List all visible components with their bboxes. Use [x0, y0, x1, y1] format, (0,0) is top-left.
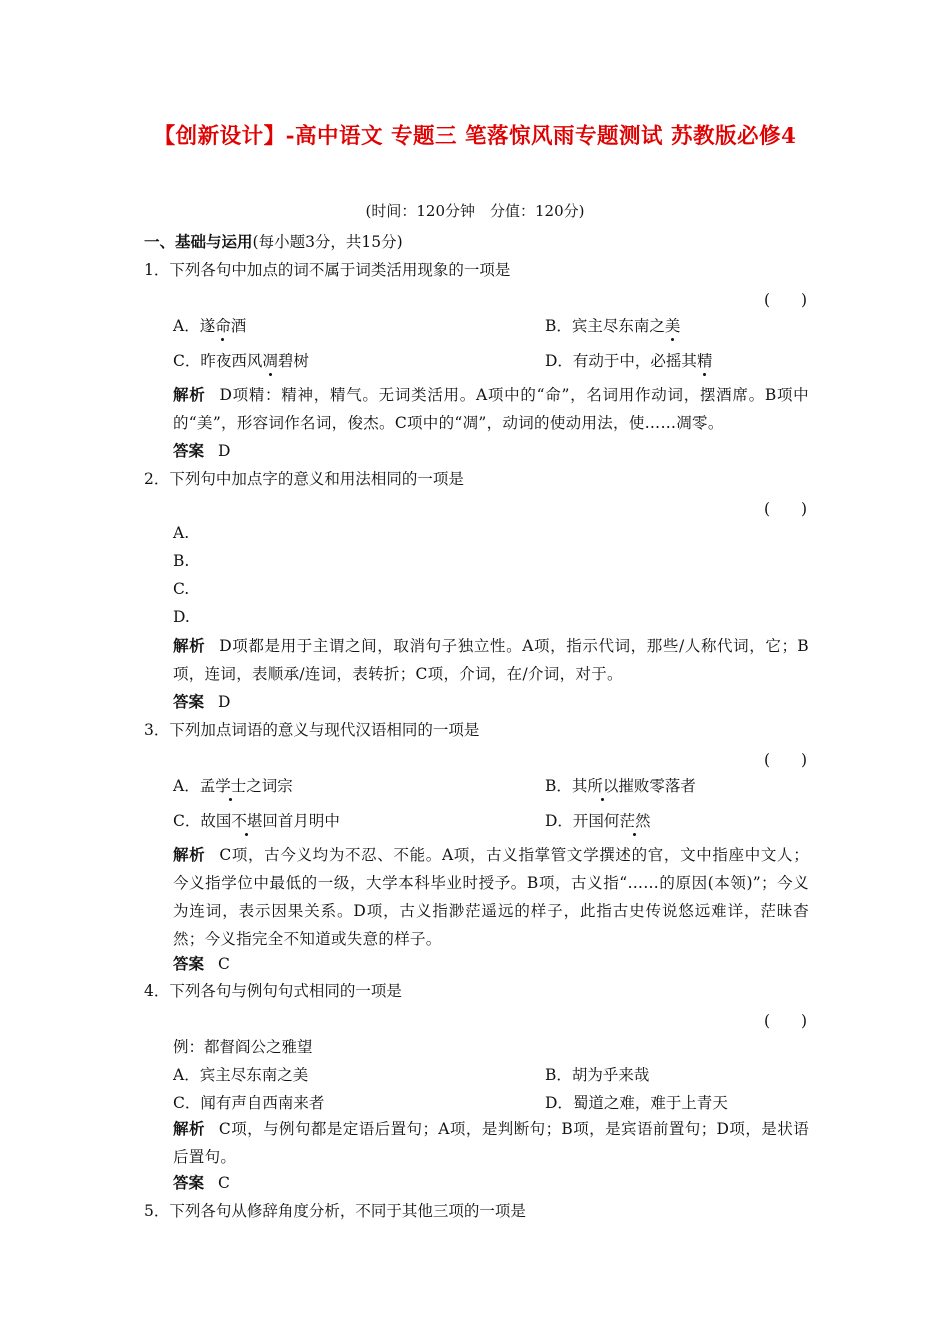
- question-1-option-c: [173, 349, 309, 371]
- dotted-word: 茫然: [619, 812, 651, 830]
- question-2-stem: 2．下列句中加点字的意义和用法相同的一项是: [144, 470, 464, 488]
- option-text: 酒: [230, 317, 247, 335]
- option-text: B．其: [545, 777, 588, 795]
- question-1-option-b: [545, 314, 680, 336]
- option-text: C．故国: [173, 812, 232, 830]
- analysis-label: 解析: [173, 845, 206, 864]
- analysis-text: D项都是用于主谓之间，取消句子独立性。A项，指示代词，那些/人称代词，它；B项，连词，表顺承/连词，表转折；C项，介词，在/介词，对于。: [173, 637, 809, 683]
- answer-paren: ( ): [764, 751, 808, 769]
- question-2-answer: [173, 690, 230, 712]
- question-3-answer: [173, 952, 230, 974]
- dotted-word: 学士: [215, 777, 247, 795]
- option-text: 回首月明中: [262, 812, 340, 830]
- answer-label: 答案: [173, 1173, 205, 1192]
- question-4-answer: [173, 1171, 230, 1193]
- document-title: 【创新设计】-高中语文 专题三 笔落惊风雨专题测试 苏教版必修4: [153, 124, 797, 149]
- option-text: 碧树: [277, 352, 309, 370]
- section-title: 一、基础与运用: [144, 232, 253, 251]
- answer-value: C: [218, 1174, 230, 1192]
- answer-paren: ( ): [764, 500, 808, 518]
- option-text: B．宾主尽东南之: [545, 317, 665, 335]
- question-2-analysis: [173, 632, 809, 688]
- option-text: C．昨夜西风: [173, 352, 263, 370]
- option-text: A．遂: [173, 317, 216, 335]
- question-4-option-b: B．胡为乎来哉: [545, 1066, 650, 1084]
- dotted-word: 凋: [262, 352, 278, 370]
- question-3-option-b: [545, 774, 696, 796]
- question-3-stem: 3．下列加点词语的意义与现代汉语相同的一项是: [144, 721, 480, 739]
- question-1-option-d: [545, 349, 712, 371]
- dotted-word: 美: [664, 317, 681, 335]
- dotted-word: 所以: [587, 777, 619, 795]
- analysis-text: C项，古今义均为不忍、不能。A项，古义指掌管文学撰述的官，文中指座中文人；今义指学位中最低的一级，大学本科毕业时授予。B项，古义指“……的原因(本领)”；今义为连词，表示因果关系。D项，古义指渺茫遥远的样子，此指古史传说悠远难详，茫昧杳然；今义指完全不知道或失意的样子。: [173, 846, 809, 948]
- dotted-word: 不堪: [231, 812, 263, 830]
- question-4-stem: 4．下列各句与例句句式相同的一项是: [144, 982, 402, 1000]
- answer-value: C: [218, 955, 230, 973]
- answer-label: 答案: [173, 441, 205, 460]
- exam-time-and-score: (时间：120分钟 分值：120分): [365, 202, 585, 220]
- question-3-option-a: [173, 774, 293, 796]
- dotted-word: 命: [215, 317, 231, 335]
- analysis-label: 解析: [173, 636, 206, 655]
- section-note: (每小题3分，共15分): [252, 233, 403, 251]
- question-2-option-b: B.: [173, 552, 190, 570]
- question-1-option-a: [173, 314, 246, 336]
- option-text: 摧败零落者: [618, 777, 696, 795]
- question-2-option-d: D.: [173, 608, 190, 626]
- option-text: D．开国何: [545, 812, 620, 830]
- answer-label: 答案: [173, 692, 205, 711]
- answer-label: 答案: [173, 954, 205, 973]
- option-text: D．有动于中，必摇其: [545, 352, 697, 370]
- question-5-stem: 5．下列各句从修辞角度分析，不同于其他三项的一项是: [144, 1202, 526, 1220]
- question-3-option-c: [173, 809, 340, 831]
- question-1-answer: [173, 439, 230, 461]
- answer-paren: ( ): [764, 1012, 808, 1030]
- question-4-example: 例：都督阎公之雅望: [173, 1038, 313, 1056]
- question-3-option-d: [545, 809, 650, 831]
- answer-value: D: [218, 442, 231, 460]
- question-4-option-c: C．闻有声自西南来者: [173, 1094, 325, 1112]
- analysis-label: 解析: [173, 385, 206, 404]
- question-2-option-a: A.: [173, 524, 190, 542]
- answer-paren: ( ): [764, 291, 808, 309]
- dotted-word: 精: [696, 352, 713, 370]
- question-3-analysis: [173, 841, 809, 953]
- question-4-option-d: D．蜀道之难，难于上青天: [545, 1094, 728, 1112]
- answer-value: D: [218, 693, 231, 711]
- question-4-analysis: [173, 1115, 809, 1171]
- question-2-option-c: C.: [173, 580, 190, 598]
- question-1-analysis: [173, 381, 809, 437]
- question-1-stem: 1．下列各句中加点的词不属于词类活用现象的一项是: [144, 261, 511, 279]
- question-4-option-a: A．宾主尽东南之美: [173, 1066, 309, 1084]
- section-heading: [144, 230, 403, 252]
- analysis-text: C项，与例句都是定语后置句；A项，是判断句；B项，是宾语前置句；D项，是状语后置句。: [173, 1120, 809, 1166]
- option-text: 之词宗: [246, 777, 293, 795]
- option-text: A．孟: [173, 777, 216, 795]
- analysis-label: 解析: [173, 1119, 205, 1138]
- analysis-text: D项精：精神，精气。无词类活用。A项中的“命”，名词用作动词，摆酒席。B项中的“美”，形容词作名词，俊杰。C项中的“凋”，动词的使动用法，使……凋零。: [173, 386, 809, 432]
